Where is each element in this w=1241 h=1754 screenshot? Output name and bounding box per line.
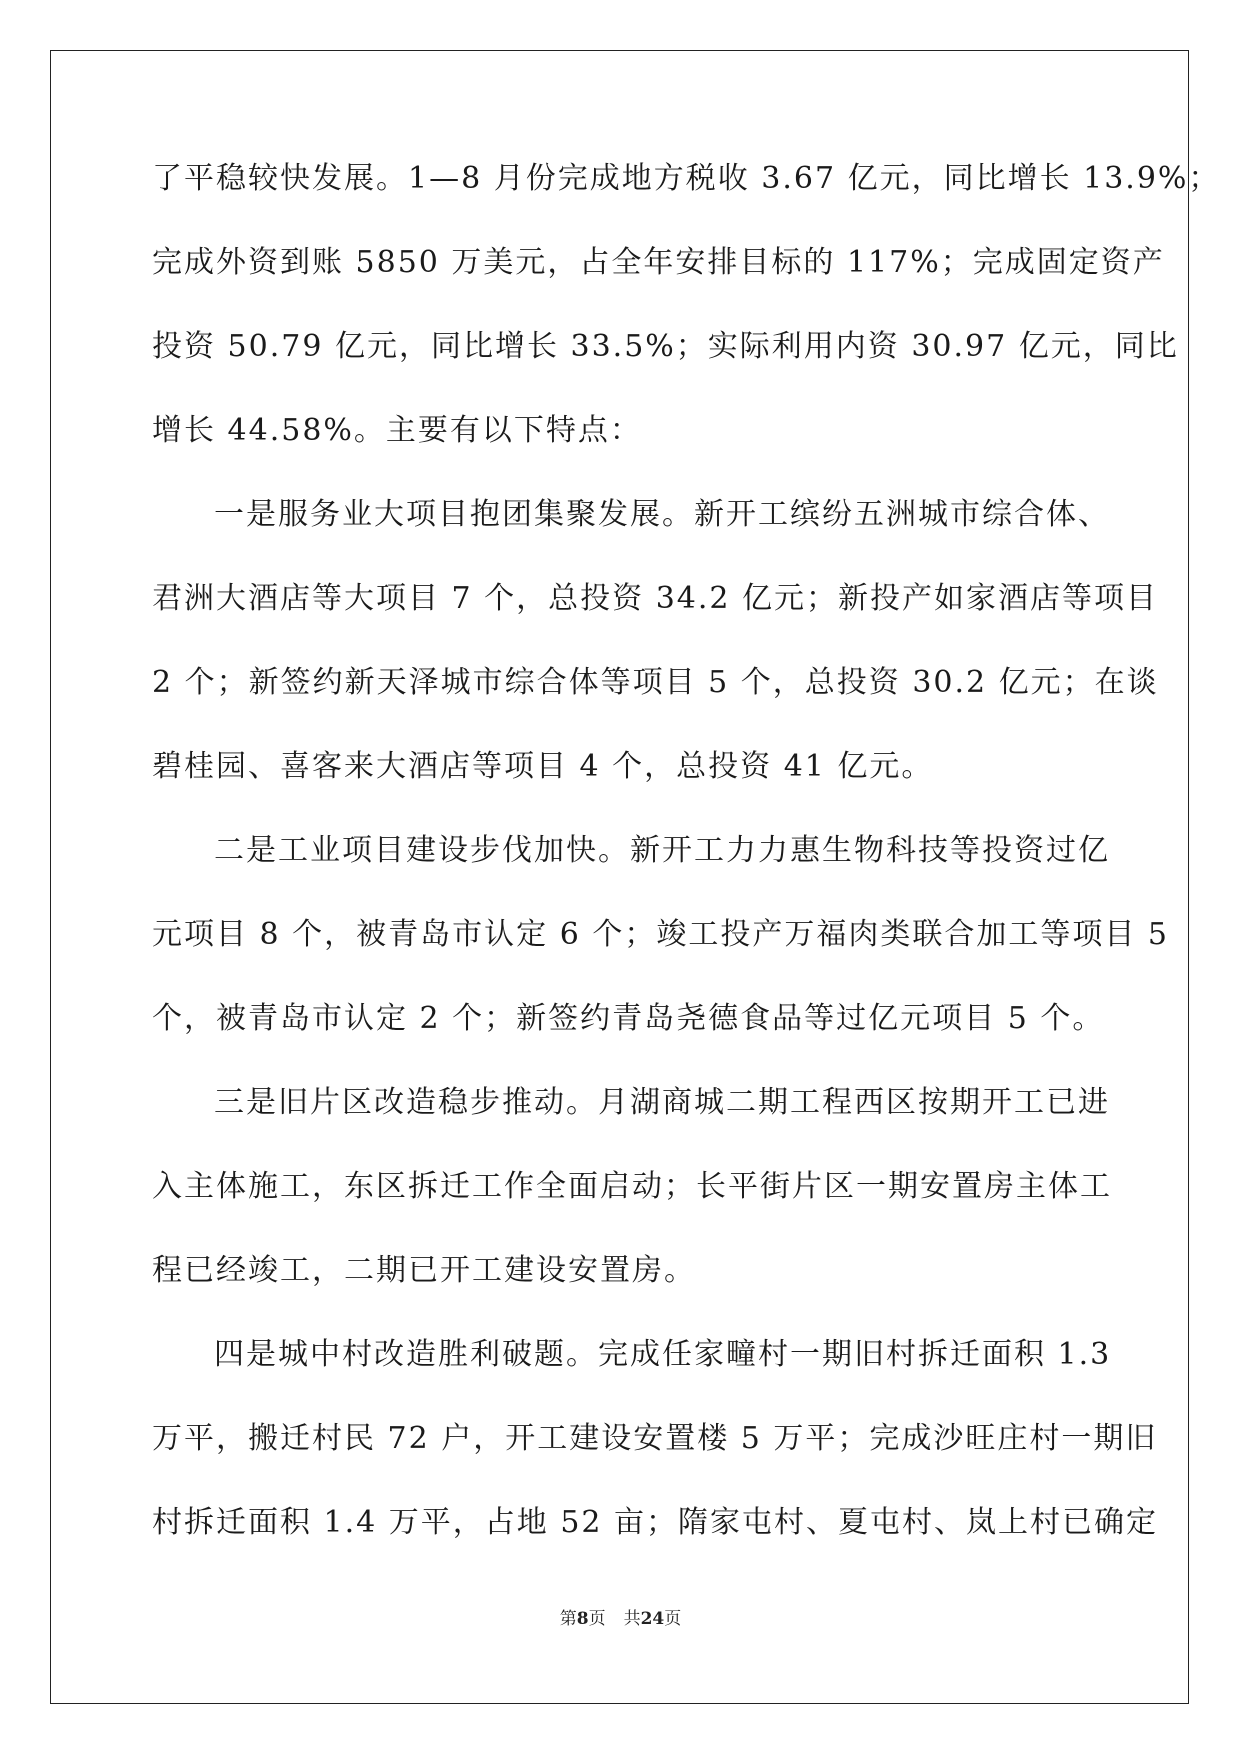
paragraph	[152, 1320, 1159, 1572]
paragraph	[152, 816, 1169, 1068]
total-label-prefix: 共	[623, 1609, 641, 1629]
total-pages: 24	[640, 1609, 665, 1629]
text-line: 个，被青岛市认定 2 个；新签约青岛尧德食品等过亿元项目 5 个。	[152, 1001, 1105, 1036]
text-line: 投资 50.79 亿元，同比增长 33.5%；实际利用内资 30.97 亿元，同比	[152, 329, 1179, 364]
page-label-unit: 页	[588, 1609, 606, 1629]
text-line: 入主体施工，东区拆迁工作全面启动；长平街片区一期安置房主体工	[152, 1169, 1112, 1204]
page-footer	[0, 1604, 1241, 1629]
text-line: 四是城中村改造胜利破题。完成任家疃村一期旧村拆迁面积 1.3	[214, 1337, 1112, 1372]
text-line: 二是工业项目建设步伐加快。新开工力力惠生物科技等投资过亿	[214, 833, 1110, 868]
text-line: 完成外资到账 5850 万美元，占全年安排目标的 117%；完成固定资产	[152, 245, 1165, 280]
paragraph	[152, 480, 1159, 816]
page-number: 8	[576, 1609, 589, 1629]
text-line: 一是服务业大项目抱团集聚发展。新开工缤纷五洲城市综合体、	[214, 497, 1110, 532]
text-line: 村拆迁面积 1.4 万平，占地 52 亩；隋家屯村、夏屯村、岚上村已确定	[152, 1505, 1159, 1540]
text-line: 增长 44.58%。主要有以下特点：	[152, 413, 642, 448]
total-label-unit: 页	[664, 1609, 682, 1629]
page-label-prefix: 第	[559, 1609, 577, 1629]
text-line: 君洲大酒店等大项目 7 个，总投资 34.2 亿元；新投产如家酒店等项目	[152, 581, 1159, 616]
paragraph	[152, 144, 1221, 480]
text-line: 碧桂园、喜客来大酒店等项目 4 个，总投资 41 亿元。	[152, 749, 934, 784]
text-line: 万平，搬迁村民 72 户，开工建设安置楼 5 万平；完成沙旺庄村一期旧	[152, 1421, 1158, 1456]
paragraph	[152, 1068, 1112, 1320]
text-line: 了平稳较快发展。1—8 月份完成地方税收 3.67 亿元，同比增长 13.9%；	[152, 161, 1221, 196]
text-line: 三是旧片区改造稳步推动。月湖商城二期工程西区按期开工已进	[214, 1085, 1110, 1120]
text-line: 元项目 8 个，被青岛市认定 6 个；竣工投产万福肉类联合加工等项目 5	[152, 917, 1169, 952]
text-line: 程已经竣工，二期已开工建设安置房。	[152, 1253, 696, 1288]
document-body	[152, 144, 1221, 1572]
text-line: 2 个；新签约新天泽城市综合体等项目 5 个，总投资 30.2 亿元；在谈	[152, 665, 1159, 700]
